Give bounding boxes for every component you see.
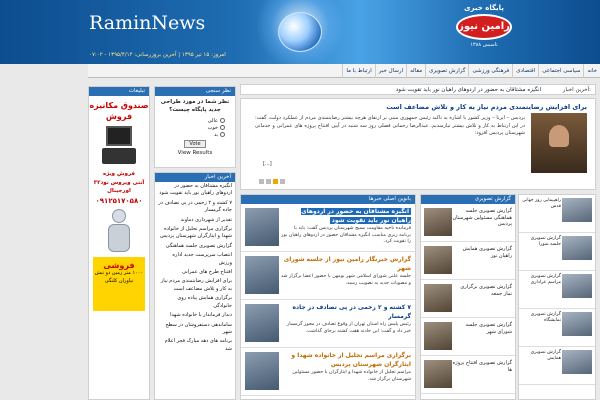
radio-button[interactable]	[220, 125, 225, 130]
list-item[interactable]: ساماندهی دستفروشان در سطح شهر	[165, 321, 232, 335]
poll-option[interactable]	[155, 131, 235, 138]
logo-top-text: پایگاه خبری	[464, 4, 504, 12]
poll-option-label: بد	[213, 131, 218, 138]
nav-economy[interactable]: اقتصادی	[512, 64, 538, 78]
photo-item[interactable]	[519, 347, 595, 385]
site-header	[0, 0, 600, 64]
poll-header: نظر سنجی	[155, 87, 235, 96]
slider-dot[interactable]	[266, 179, 271, 184]
photo-thumbnail[interactable]	[562, 198, 592, 222]
nav-items	[342, 64, 600, 78]
nav-culture-sport[interactable]: فرهنگی ورزشی	[468, 64, 512, 78]
poll-box	[154, 86, 236, 168]
photo-reports-header: گزارش تصویری	[421, 195, 515, 204]
report-item[interactable]	[421, 280, 515, 318]
radio-button[interactable]	[220, 118, 225, 123]
featured-news	[240, 98, 596, 190]
slider-dot-active[interactable]	[273, 179, 278, 184]
photo-item[interactable]	[519, 309, 595, 347]
ad-land-text: ۱۰۰۰ متر زمین دو نبش نیاوران کلنگی	[94, 270, 144, 284]
photo-thumbnail[interactable]	[562, 312, 592, 336]
report-thumbnail[interactable]	[424, 208, 452, 236]
ad-phone[interactable]: ۰۹۱۲۵۱۷۰۵۸۰	[95, 197, 143, 206]
featured-image[interactable]	[531, 113, 587, 173]
news-ticker	[240, 84, 596, 95]
poll-option[interactable]	[155, 117, 235, 124]
list-item[interactable]: برگزاری همایش پیاده روی خانوادگی	[177, 295, 232, 309]
main-nav	[88, 64, 600, 78]
photo-item[interactable]	[519, 233, 595, 271]
person-figure	[549, 125, 569, 147]
report-title[interactable]: گزارش تصویری همایش راهیان نور	[462, 246, 512, 259]
report-title[interactable]: گزارش تصویری جلسه شورای شهر	[465, 322, 512, 335]
report-thumbnail[interactable]	[424, 360, 452, 388]
report-item[interactable]	[421, 356, 515, 394]
nav-contact[interactable]: ارتباط با ما	[342, 64, 374, 78]
report-item[interactable]	[421, 204, 515, 242]
robot-body	[108, 224, 130, 252]
list-item[interactable]: برگزاری مراسم تجلیل از خانواده شهدا و ایثارگران شهرستان پردیس	[160, 226, 232, 240]
slider-dot[interactable]	[259, 179, 264, 184]
slider-dots	[259, 179, 285, 184]
ticker-label: آخرین اخبار:	[562, 87, 591, 93]
ads-column	[88, 86, 150, 400]
photo-item[interactable]	[519, 271, 595, 309]
site-logo[interactable]	[452, 4, 516, 60]
news-desc: جلسه علنی شورای اسلامی شهر بومهن با حضور اعضا برگزار شد و مصوبات جدید به تصویب رسید.	[281, 274, 411, 286]
news-desc: فرمانده ناحیه مقاومت بسیج شهرستان پردیس گفت: باید با برنامه ریزی مناسب انگیزه مشتاقان حضور در اردوهای راهیان نور را تقویت کرد.	[281, 226, 411, 244]
photo-thumbnail[interactable]	[562, 274, 592, 298]
photo-item[interactable]	[519, 195, 595, 233]
view-results-link[interactable]: View Results	[177, 150, 213, 157]
robot-head	[112, 209, 126, 223]
ad-line1: فروش ویژه	[102, 171, 136, 178]
logo-main-text: رامین نیوز	[456, 14, 512, 40]
photo-caption[interactable]: گزارش تصویری نمایشگاه	[530, 312, 561, 323]
report-item[interactable]	[421, 242, 515, 280]
list-item[interactable]: ۷ کشته و ۲ زخمی در پی تصادف در جاده گرمسار	[158, 199, 232, 214]
report-title[interactable]: گزارش تصویری جلسه هماهنگی مسئولین شهرستان پردیس	[452, 208, 512, 227]
news-title[interactable]: برگزاری مراسم تجلیل از خانواده شهدا و ایثارگران شهرستان پردیس	[291, 352, 411, 368]
read-more-link[interactable]: [...]	[263, 161, 272, 167]
news-title[interactable]: انگیزه مشتاقان به حضور در اردوهای راهیان نور باید تقویت شود	[301, 208, 411, 224]
news-item[interactable]	[241, 204, 415, 252]
nav-home[interactable]: خانه	[583, 64, 600, 78]
nav-photo-report[interactable]: گزارش تصویری	[425, 64, 468, 78]
news-item[interactable]	[241, 348, 415, 396]
news-thumbnail[interactable]	[245, 208, 279, 246]
poll-option[interactable]	[155, 124, 235, 131]
news-desc: مراسم تجلیل از خانواده شهدا و ایثارگران با حضور مسئولین شهرستان برگزار شد.	[292, 370, 411, 382]
pos-screen	[106, 126, 132, 146]
vote-button[interactable]: Vote	[184, 140, 206, 148]
photo-strip	[518, 194, 596, 400]
report-thumbnail[interactable]	[424, 246, 452, 274]
ad-land-sale[interactable]	[93, 257, 145, 311]
pos-terminal-image[interactable]	[100, 126, 138, 170]
list-item[interactable]: افتتاح طرح های عمرانی	[182, 269, 232, 276]
list-item[interactable]: انتصاب سرپرست جدید اداره ورزش	[172, 252, 232, 266]
photo-thumbnail[interactable]	[562, 236, 592, 260]
ad-line2: آنتی ویروس نود۳۲	[93, 179, 145, 186]
list-item[interactable]: برای افزایش رضایتمندی مردم نیاز به کار و تلاش مضاعف است	[160, 278, 232, 292]
news-thumbnail[interactable]	[245, 304, 279, 342]
photo-caption[interactable]: گزارش تصویری جلسه شورا	[530, 236, 561, 247]
poll-question: نظر شما در مورد طراحی جدید پایگاه چیست؟	[160, 99, 230, 113]
list-item[interactable]: گزارش تصویری جلسه هماهنگی	[165, 242, 232, 249]
featured-body: پردیس – ایرنا – وزیر کشور با اشاره به تاکید رئیس جمهوری مبنی بر ارتقای هرچه بیشتر رضایتمندی مردم از عملکرد دولت، گفت: در این ارتباط به کار و تلاش بیشتر نیازمندیم. عبدالرضا رحمانی فضلی روز سه شنبه در آیین افتتاح پروژه های عمرانی و خدماتی شهرستان پردیس افزود:	[255, 115, 525, 136]
photo-caption[interactable]: راهپیمایی روز جهانی قدس	[522, 198, 561, 209]
main-news-box	[240, 194, 416, 400]
ticker-link[interactable]: انگیزه مشتاقان به حضور در اردوهای راهیان نور باید تقویت شود	[395, 87, 541, 93]
report-thumbnail[interactable]	[424, 284, 452, 312]
photo-thumbnail[interactable]	[562, 350, 592, 374]
list-item[interactable]: برنامه های دهه مبارک فجر اعلام شد	[164, 338, 232, 352]
pos-base	[102, 148, 136, 164]
ads-header: تبلیغات	[89, 87, 149, 96]
news-item[interactable]	[241, 252, 415, 300]
photo-reports-box	[420, 194, 516, 400]
ad-pos-title[interactable]: صندوق مکانیزه فروش	[89, 101, 149, 122]
logo-sub-text: تاسیس ۱۳۸۸	[470, 42, 498, 48]
date-line: امروز: ۱۵ تیر ۱۳۹۵ | آخرین بروزرسانی: ۱۳۹۵/۴/۱۴ - ۰۷:۰۲	[89, 52, 226, 58]
poll-option-label: عالی	[207, 117, 218, 124]
globe-icon	[278, 12, 322, 52]
news-item[interactable]	[241, 300, 415, 348]
list-item[interactable]: دیدار فرماندار با خانواده شهدا	[170, 312, 232, 319]
news-desc: رئیس پلیس راه استان تهران از وقوع تصادف در محور گرمسار خبر داد و گفت: این حادثه هفت کشته برجای گذاشت.	[286, 322, 411, 334]
nav-politics[interactable]: سیاسی اجتماعی	[538, 64, 583, 78]
robot-image[interactable]	[104, 209, 134, 253]
report-title[interactable]: گزارش تصویری برگزاری نماز جمعه	[460, 284, 512, 297]
photo-caption[interactable]: گزارش تصویری مراسم عزاداری	[530, 274, 561, 285]
featured-title[interactable]: برای افزایش رضایتمندی مردم نیاز به کار و تلاش مضاعف است	[386, 103, 587, 111]
radio-button[interactable]	[220, 132, 225, 137]
news-title[interactable]: گزارش خبرنگار رامین نیوز از جلسه شورای شهر	[283, 256, 411, 272]
list-item[interactable]: تقدیر از شهرداری دماوند	[180, 216, 232, 223]
nav-article[interactable]: مقاله	[406, 64, 425, 78]
report-thumbnail[interactable]	[424, 322, 452, 350]
list-item[interactable]: انگیزه مشتاقان به حضور در اردوهای راهیان نور باید تقویت شود	[159, 183, 232, 197]
site-name[interactable]: RaminNews	[89, 12, 206, 34]
report-item[interactable]	[421, 318, 515, 356]
news-thumbnail[interactable]	[245, 256, 279, 294]
news-thumbnail[interactable]	[245, 352, 279, 390]
latest-news-header: آخرین اخبار	[155, 173, 235, 182]
latest-news-box	[154, 172, 236, 400]
ad-line3: اورجینال	[107, 187, 131, 194]
photo-caption[interactable]: گزارش تصویری همایش	[530, 350, 561, 361]
main-news-header: بانوین اصلی خبرها	[241, 195, 415, 204]
nav-send-news[interactable]: ارسال خبر	[375, 64, 406, 78]
news-title[interactable]: ۷ کشته و ۲ زخمی در پی تصادف در جاده گرمسار	[292, 304, 411, 320]
report-title[interactable]: گزارش تصویری افتتاح پروژه ها	[452, 360, 512, 373]
ad-land-title: فروشی	[103, 261, 135, 271]
poll-option-label: خوب	[207, 124, 218, 131]
slider-dot[interactable]	[280, 179, 285, 184]
